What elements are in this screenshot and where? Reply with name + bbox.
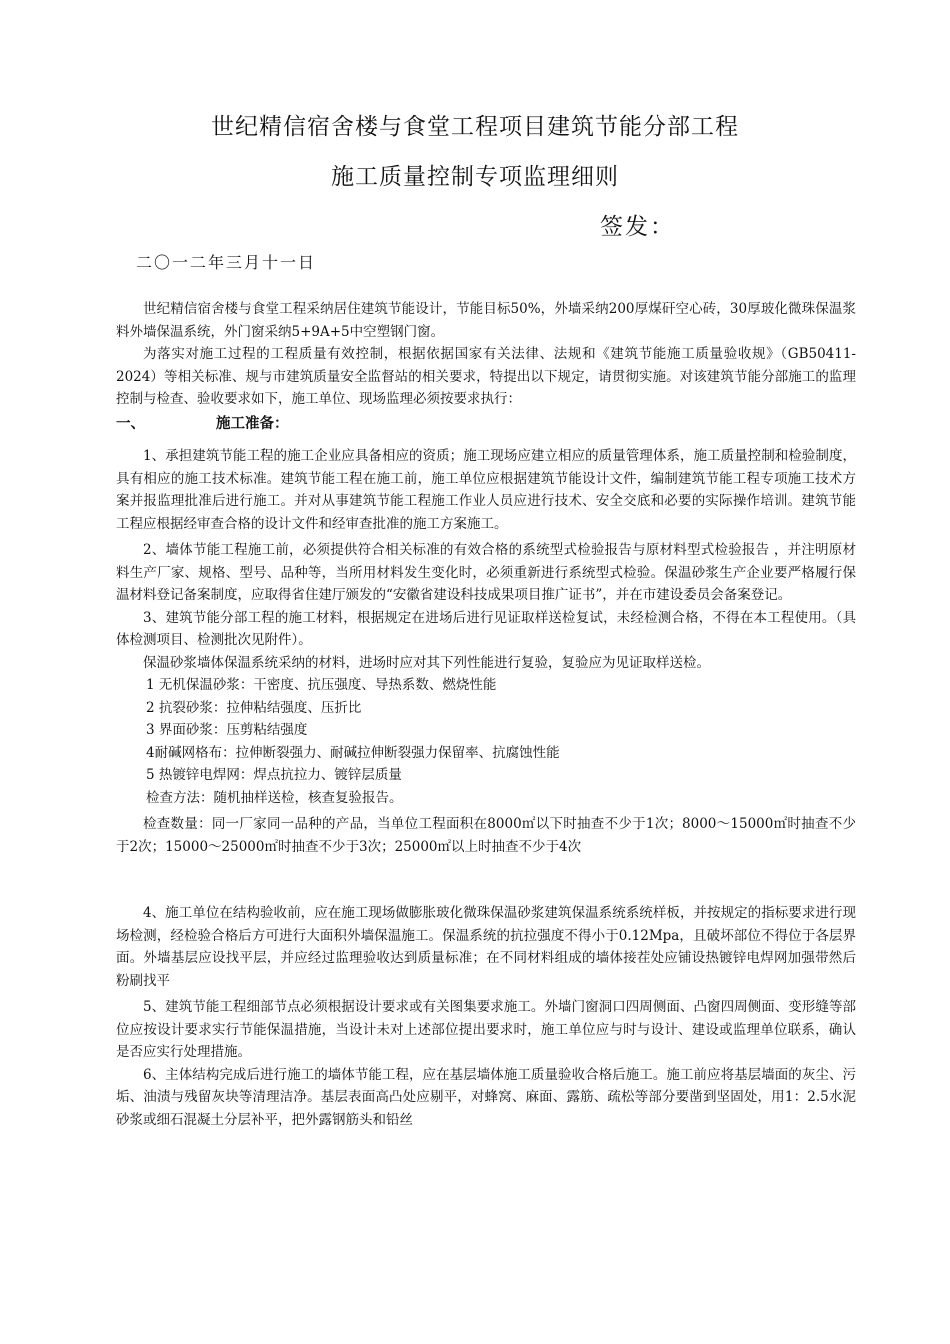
item-paragraph-4: 4、施工单位在结构验收前，应在施工现场做膨胀玻化微珠保温砂浆建筑保温系统系统样板，并按规定的指标要求进行现场检测，经检验合格后方可进行大面积外墙保温施工。保温系统的抗拉强度不得小于0.12Mpa，且破坏部位不得位于各层界面。外墙基层应设找平层，并应经过监理验收达到质量标准；在不同材料组成的墙体接茬处应铺设热镀锌电焊网加强带然后粉刷找平 [116,905,856,989]
mortar-list-item: 5 热镀锌电焊网：焊点抗拉力、镀锌层质量 [146,767,402,783]
item-paragraph-3: 3、建筑节能分部工程的施工材料，根据规定在进场后进行见证取样送检复试，未经检测合格，不得在本工程使用。（具体检测项目、检测批次见附件）。 [116,609,856,648]
mortar-list-item: 1 无机保温砂浆：干密度、抗压强度、导热系数、燃烧性能 [146,677,497,693]
section-number: 一、 [116,414,145,432]
mortar-list-item: 4耐碱网格布：拉伸断裂强力、耐碱拉伸断裂强力保留率、抗腐蚀性能 [146,744,560,761]
section-title: 施工准备： [216,414,289,432]
item-paragraph-1: 1、承担建筑节能工程的施工企业应具备相应的资质；施工现场应建立相应的质量管理体系，施工质量控制和检验制度，具有相应的施工技术标准。建筑节能工程在施工前，施工单位应根据建筑节能设计文件，编制建筑节能工程专项施工技术方案并报监理批准后进行施工。并对从事建筑节能工程施工作业人员应进行技术、安全交底和必要的实际操作培训。建筑节能工程应根据经审查合格的设计文件和经审查批准的施工方案施工。 [116,448,856,532]
mortar-intro: 保温砂浆墙体保温系统采纳的材料，进场时应对其下列性能进行复验，复验应为见证取样送检。 [143,654,710,671]
intro-paragraph-1: 世纪精信宿舍楼与食堂工程采纳居住建筑节能设计，节能目标50%，外墙采纳200厚煤矸空心砖，30厚玻化微珠保温浆料外墙保温系统，外门窗采纳5+9A+5中空塑钢门窗。 [116,301,856,340]
section-heading [116,413,856,436]
document-date: 二〇一二年三月十一日 [136,253,317,272]
inspection-method: 检查方法：随机抽样送检，核查复验报告。 [146,789,403,806]
sign-label: 签发： [600,214,675,240]
mortar-list-item: 3 界面砂浆：压剪粘结强度 [146,722,308,738]
item-paragraph-6: 6、主体结构完成后进行施工的墙体节能工程，应在基层墙体施工质量验收合格后施工。施工前应将基层墙面的灰尘、污垢、油渍与残留灰块等清理洁净。基层表面高凸处应剔平，对蜂窝、麻面、露筋、疏松等部分要凿到坚固处，用1：2.5水泥砂浆或细石混凝土分层补平，把外露钢筋头和铅丝 [116,1066,856,1128]
item-paragraph-2: 2、墙体节能工程施工前，必须提供符合相关标准的有效合格的系统型式检验报告与原材料型式检验报告 ，并注明原材料生产厂家、规格、型号、品种等，当所用材料发生变化时，必须重新进行系统型式检验。保温砂浆生产企业要严格履行保温材料登记备案制度，应取得省住建厅颁发的“安徽省建设科技成果项目推广证书”，并在市建设委员会备案登记。 [116,542,856,603]
document-body [116,298,856,1131]
spacer [116,858,856,902]
document-title-line2: 施工质量控制专项监理细则 [331,164,619,190]
inspection-quantity: 检查数量：同一厂家同一品种的产品，当单位工程面积在8000㎡以下时抽查不少于1次；8000～15000㎡时抽查不少于2次；15000～25000㎡时抽查不少于3次；25000㎡以上时抽查不少于4次 [116,816,856,855]
intro-paragraph-2: 为落实对施工过程的工程质量有效控制，根据依据国家有关法律、法规和《建筑节能施工质量验收规》（GB50411-2024）等相关标准、规与市建筑质量安全监督站的相关要求，特提出以下规定，请贯彻实施。对该建筑节能分部施工的监理控制与检查、验收要求如下，施工单位、现场监理必须按要求执行： [116,346,856,407]
document-title-line1: 世纪精信宿舍楼与食堂工程项目建筑节能分部工程 [211,114,739,140]
item-paragraph-5: 5、建筑节能工程细部节点必须根据设计要求或有关图集要求施工。外墙门窗洞口四周侧面、凸窗四周侧面、变形缝等部位应按设计要求实行节能保温措施，当设计未对上述部位提出要求时，施工单位应与时与设计、建设或监理单位联系，确认是否应实行处理措施。 [116,999,856,1060]
mortar-list-item: 2 抗裂砂浆：拉伸粘结强度、压折比 [146,699,362,716]
